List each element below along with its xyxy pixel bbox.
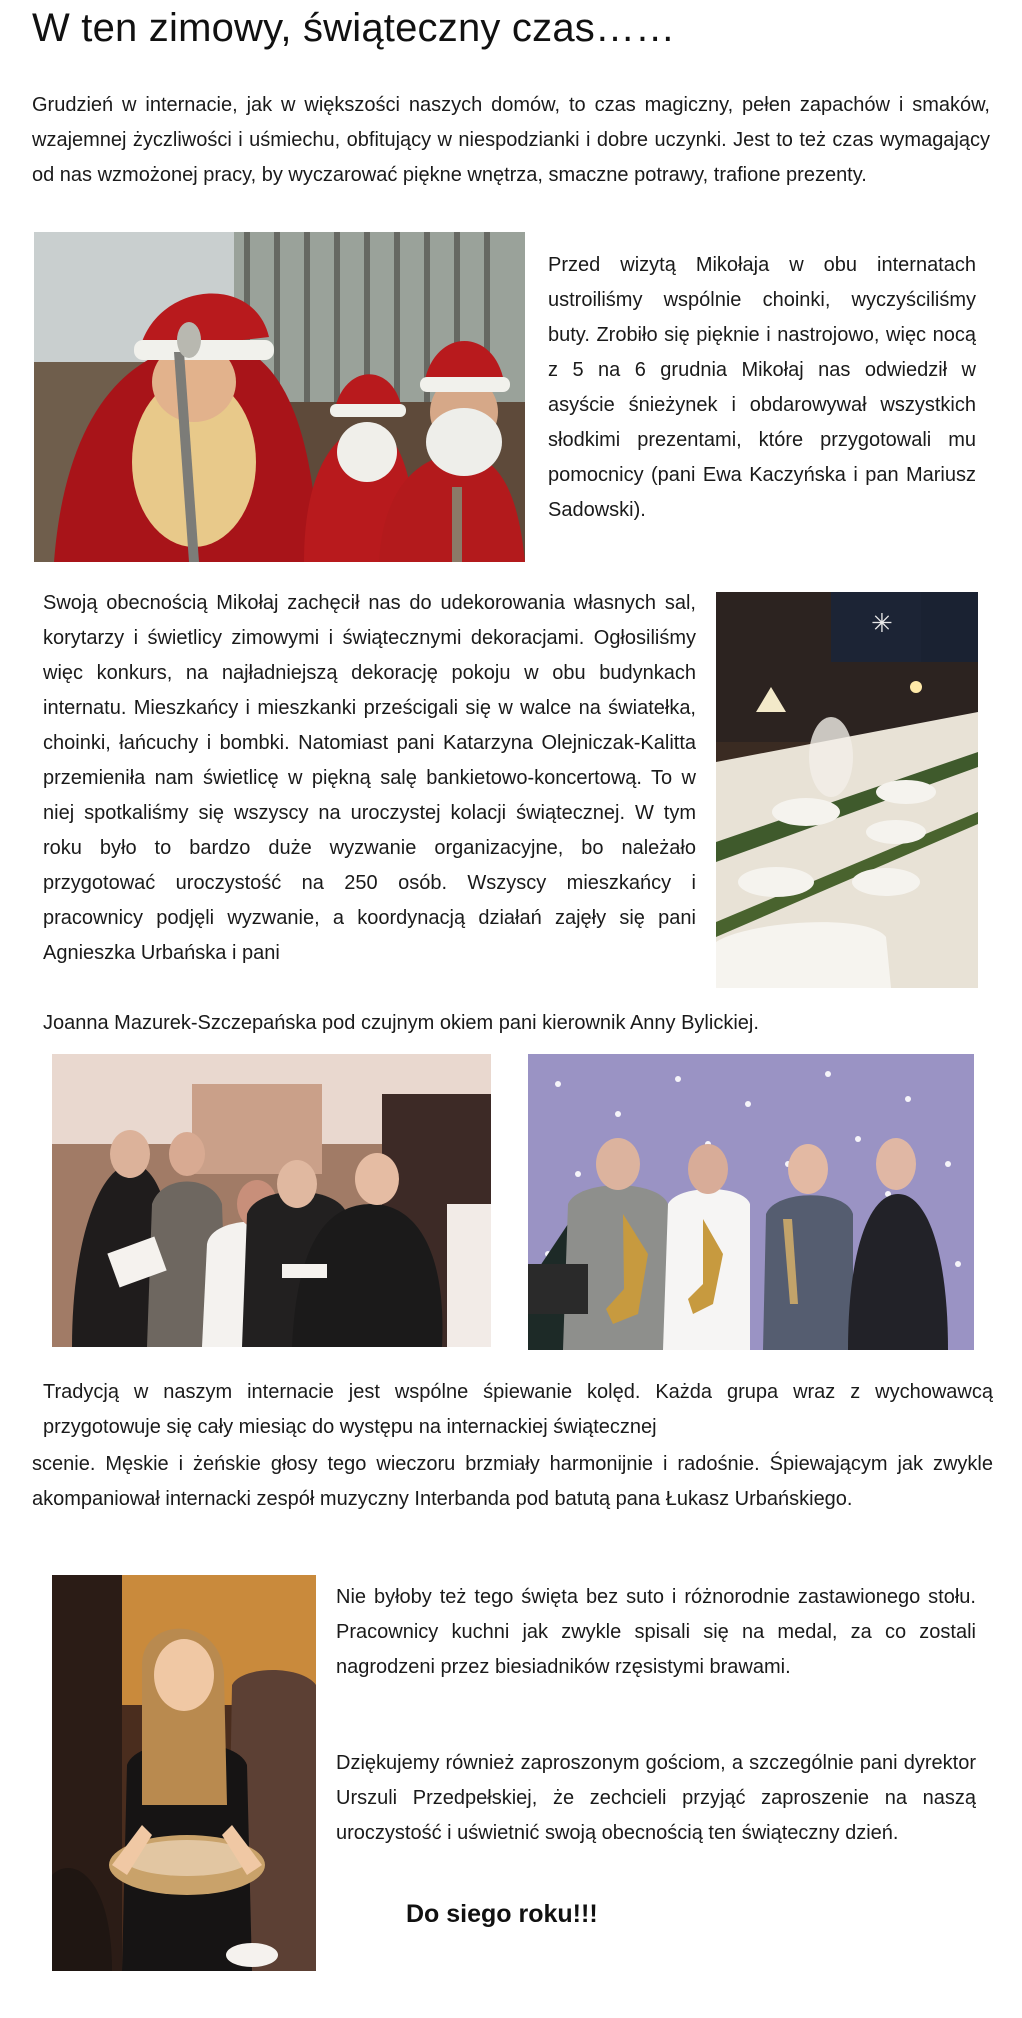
carols-paragraph-part2: scenie. Męskie i żeńskie głosy tego wieczoru brzmiały harmonijnie i radośnie. Śpiewającym jak zwykle akompaniował internacki zespół muzyczny Interbanda pod batutą pana Łukasz Urbańskiego. bbox=[32, 1453, 993, 1510]
thanks-paragraph: Dziękujemy również zaproszonym gościom, a szczególnie pani dyrektor Urszuli Przedpełskiej, że zechcieli przyjąć zaproszenie na naszą uroczystość i uświetnić swoją obecnością ten świąteczny dzień. bbox=[336, 1752, 976, 1844]
article-title: W ten zimowy, świąteczny czas…… bbox=[32, 6, 676, 50]
band-photo bbox=[528, 1054, 974, 1350]
choir-photo bbox=[52, 1054, 491, 1347]
carols-paragraph-part1: Tradycją w naszym internacie jest wspólne śpiewanie kolęd. Każda grupa wraz z wychowawcą przygotowuje się cały miesiąc do występu na internackiej świątecznej bbox=[43, 1381, 993, 1438]
feast-paragraph: Nie byłoby też tego święta bez suto i różnorodnie zastawionego stołu. Pracownicy kuchni jak zwykle spisali się na medal, za co zostali nagrodzeni przez biesiadników rzęsistymi brawami. bbox=[336, 1586, 976, 1678]
serving-basket-photo bbox=[52, 1575, 316, 1971]
decorations-last-line: Joanna Mazurek-Szczepańska pod czujnym okiem pani kierownik Anny Bylickiej. bbox=[43, 1012, 759, 1034]
new-year-greeting: Do siego roku!!! bbox=[406, 1900, 598, 1928]
decorations-paragraph: Swoją obecnością Mikołaj zachęcił nas do udekorowania własnych sal, korytarzy i świetlicy zimowymi i świątecznymi dekoracjami. Ogłosiliśmy więc konkurs, na najładniejszą dekorację pokoju w obu budynkach internatu. Mieszkańcy i mieszkanki prześcigali się w walce na światełka, choinki, łańcuchy i bombki. Natomiast pani Katarzyna Olejniczak-Kalitta przemieniła nam świetlicę w piękną salę bankietowo-koncertową. To w niej spotkaliśmy się wszyscy na uroczystej kolacji świątecznej. W tym roku było to bardzo duże wyzwanie organizacyjne, bo należało przygotować uroczystość na 250 osób. Wszyscy mieszkańcy i pracownicy podjęli wyzwanie, a koordynacją działań zajęły się pani Agnieszka Urbańska i pani bbox=[43, 592, 696, 964]
santa-visit-paragraph: Przed wizytą Mikołaja w obu internatach ustroiliśmy wspólnie choinki, wyczyściliśmy buty. Zrobiło się pięknie i nastrojowo, więc nocą z 5 na 6 grudnia Mikołaj nas odwiedził w asyście śnieżynek i obdarowywał wszystkich słodkimi prezentami, które przygotowali mu pomocnicy (pani Ewa Kaczyńska i pan Mariusz Sadowski). bbox=[548, 254, 976, 521]
santa-claus-photo bbox=[34, 232, 525, 562]
festive-table-photo bbox=[716, 592, 978, 988]
intro-paragraph: Grudzień w internacie, jak w większości naszych domów, to czas magiczny, pełen zapachów i smaków, wzajemnej życzliwości i uśmiechu, obfitujący w niespodzianki i dobre uczynki. Jest to też czas wymagający od nas wzmożonej pracy, by wyczarować piękne wnętrza, smaczne potrawy, trafione prezenty. bbox=[32, 94, 990, 186]
svg-text:✳: ✳ bbox=[871, 609, 893, 639]
